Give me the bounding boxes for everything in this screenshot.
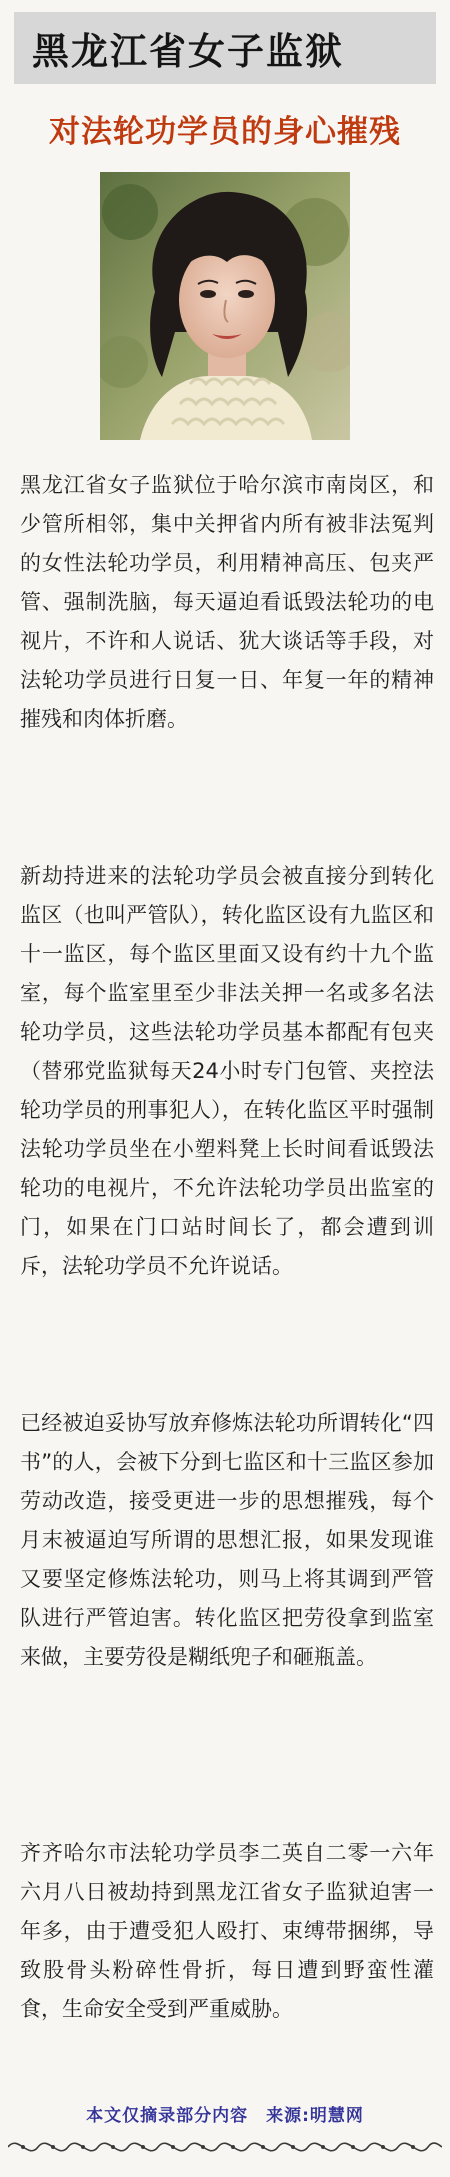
article-paragraph: 新劫持进来的法轮功学员会被直接分到转化监区（也叫严管队），转化监区设有九监区和十一监区，每个监区里面又设有约十九个监室，每个监室里至少非法关押一名或多名法轮功学员，这些法轮功学员基本都配有包夹（替邪党监狱每天24小时专门包管、夹控法轮功学员的刑事犯人），在转化监区平时强制法轮功学员坐在小塑料凳上长时间看诋毁法轮功的电视片，不允许法轮功学员出监室的门，如果在门口站时间长了，都会遭到训斥，法轮功学员不允许说话。 [20, 864, 434, 1278]
portrait-photo [100, 172, 350, 440]
page-subtitle: 对法轮功学员的身心摧残 [49, 114, 401, 150]
page-title: 黑龙江省女子监狱 [32, 30, 344, 73]
article-paragraph: 黑龙江省女子监狱位于哈尔滨市南岗区，和少管所相邻，集中关押省内所有被非法冤判的女性法轮功学员，利用精神高压、包夹严管、强制洗脑，每天逼迫看诋毁法轮功的电视片，不许和人说话、犹大谈话等手段，对法轮功学员进行日复一日、年复一年的精神摧残和肉体折磨。 [20, 473, 434, 731]
article-paragraph: 已经被迫妥协写放弃修炼法轮功所谓转化“四书”的人，会被下分到七监区和十三监区参加劳动改造，接受更进一步的思想摧残，每个月末被逼迫写所谓的思想汇报，如果发现谁又要坚定修炼法轮功，则马上将其调到严管队进行严管迫害。转化监区把劳役拿到监室来做，主要劳役是糊纸兜子和砸瓶盖。 [20, 1411, 434, 1669]
source-note: 本文仅摘录部分内容 来源:明慧网 [86, 2106, 364, 2126]
title-banner [14, 12, 436, 84]
article-paragraph: 齐齐哈尔市法轮功学员李二英自二零一六年六月八日被劫持到黑龙江省女子监狱迫害一年多，由于遭受犯人殴打、束缚带捆绑，导致股骨头粉碎性骨折，每日遭到野蛮性灌食，生命安全受到严重威胁。 [20, 1841, 434, 2021]
decorative-border-icon [8, 2134, 442, 2160]
portrait-image [100, 172, 350, 440]
